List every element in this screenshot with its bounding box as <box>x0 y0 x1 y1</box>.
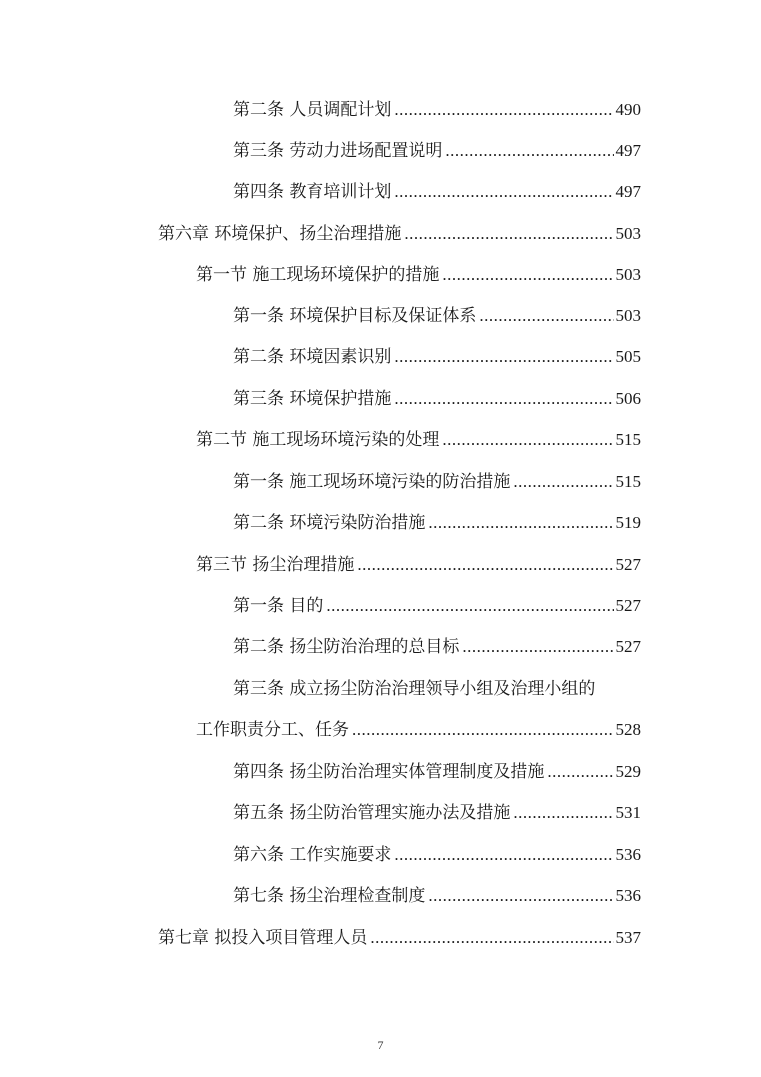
toc-entry-title: 第二节 施工现场环境污染的处理 <box>196 430 440 450</box>
dot-leader <box>394 346 613 368</box>
toc-entry-title: 第二条 人员调配计划 <box>233 100 392 120</box>
toc-entry-title: 第三条 成立扬尘防治治理领导小组及治理小组的 <box>233 679 596 699</box>
dot-leader <box>445 140 613 162</box>
toc-entry-article[interactable] <box>233 844 641 866</box>
toc-entry-title: 第一节 施工现场环境保护的措施 <box>196 265 440 285</box>
dot-leader <box>326 595 613 617</box>
toc-entry-title: 第三节 扬尘治理措施 <box>196 555 355 575</box>
toc-entry-title: 第二条 环境污染防治措施 <box>233 513 426 533</box>
dot-leader <box>428 512 613 534</box>
toc-entry-page: 527 <box>615 596 641 615</box>
toc-entry-title: 第四条 扬尘防治治理实体管理制度及措施 <box>233 762 545 782</box>
toc-entry-article[interactable] <box>233 99 641 121</box>
dot-leader <box>394 99 613 121</box>
toc-entry-page: 497 <box>615 182 641 201</box>
toc-entry-title: 第三条 环境保护措施 <box>233 389 392 409</box>
toc-entry-page: 529 <box>615 762 641 781</box>
dot-leader <box>352 719 614 741</box>
toc-entry-title: 第七条 扬尘治理检查制度 <box>233 886 426 906</box>
toc-entry-article[interactable] <box>233 512 641 534</box>
dot-leader <box>357 554 613 576</box>
toc-entry-page: 503 <box>615 224 641 243</box>
dot-leader <box>394 388 613 410</box>
toc-entry-article[interactable] <box>233 346 641 368</box>
toc-entry-page: 527 <box>615 637 641 656</box>
dot-leader <box>513 802 613 824</box>
toc-entry-page: 497 <box>615 141 641 160</box>
toc-entry-article[interactable] <box>233 305 641 327</box>
toc-entry-section[interactable] <box>196 429 641 451</box>
toc-entry-title: 第五条 扬尘防治管理实施办法及措施 <box>233 803 511 823</box>
toc-entry-page: 519 <box>615 513 641 532</box>
dot-leader <box>462 636 613 658</box>
toc-entry-page: 515 <box>615 430 641 449</box>
toc-entry-article[interactable] <box>233 678 641 700</box>
dot-leader <box>513 471 613 493</box>
toc-entry-page: 515 <box>615 472 641 491</box>
dot-leader <box>394 844 613 866</box>
toc-entry-page: 527 <box>615 555 641 574</box>
toc-entry-article[interactable] <box>233 636 641 658</box>
dot-leader <box>428 885 613 907</box>
toc-entry-title: 第一条 目的 <box>233 596 324 616</box>
toc-entry-article[interactable] <box>233 181 641 203</box>
dot-leader <box>547 761 613 783</box>
toc-entry-page: 505 <box>615 347 641 366</box>
toc-entry-section[interactable] <box>196 554 641 576</box>
dot-leader <box>442 429 613 451</box>
toc-entry-page: 506 <box>615 389 641 408</box>
toc-entry-page: 503 <box>615 265 641 284</box>
toc-entry-page: 531 <box>615 803 641 822</box>
dot-leader <box>442 264 613 286</box>
toc-entry-article[interactable] <box>233 471 641 493</box>
dot-leader <box>479 305 613 327</box>
toc-entry-article[interactable] <box>233 388 641 410</box>
toc-entry-continuation[interactable] <box>196 719 641 741</box>
dot-leader <box>370 927 613 949</box>
toc-entry-title: 第二条 扬尘防治治理的总目标 <box>233 637 460 657</box>
toc-entry-page: 490 <box>615 100 641 119</box>
dot-leader <box>394 181 613 203</box>
dot-leader <box>404 223 613 245</box>
toc-entry-chapter[interactable] <box>158 927 641 949</box>
toc-entry-article[interactable] <box>233 761 641 783</box>
toc-entry-article[interactable] <box>233 595 641 617</box>
toc-entry-article[interactable] <box>233 885 641 907</box>
toc-entry-title: 第七章 拟投入项目管理人员 <box>158 928 368 948</box>
toc-entry-page: 536 <box>615 845 641 864</box>
toc-entry-title: 第六条 工作实施要求 <box>233 845 392 865</box>
toc-entry-title: 第二条 环境因素识别 <box>233 347 392 367</box>
toc-entry-title: 第四条 教育培训计划 <box>233 182 392 202</box>
toc-entry-article[interactable] <box>233 140 641 162</box>
toc-entry-page: 536 <box>615 886 641 905</box>
page-number: 7 <box>377 1038 384 1052</box>
toc-entry-chapter[interactable] <box>158 223 641 245</box>
toc-entry-title: 第一条 环境保护目标及保证体系 <box>233 306 477 326</box>
toc-entry-title: 工作职责分工、任务 <box>196 720 349 740</box>
toc-entry-title: 第六章 环境保护、扬尘治理措施 <box>158 224 402 244</box>
toc-entry-page: 537 <box>615 928 641 947</box>
toc-entry-title: 第一条 施工现场环境污染的防治措施 <box>233 472 511 492</box>
toc-entry-title: 第三条 劳动力进场配置说明 <box>233 141 443 161</box>
toc-entry-page: 503 <box>615 306 641 325</box>
toc-entry-section[interactable] <box>196 264 641 286</box>
toc-entry-article[interactable] <box>233 802 641 824</box>
toc-entry-page: 528 <box>615 720 641 739</box>
